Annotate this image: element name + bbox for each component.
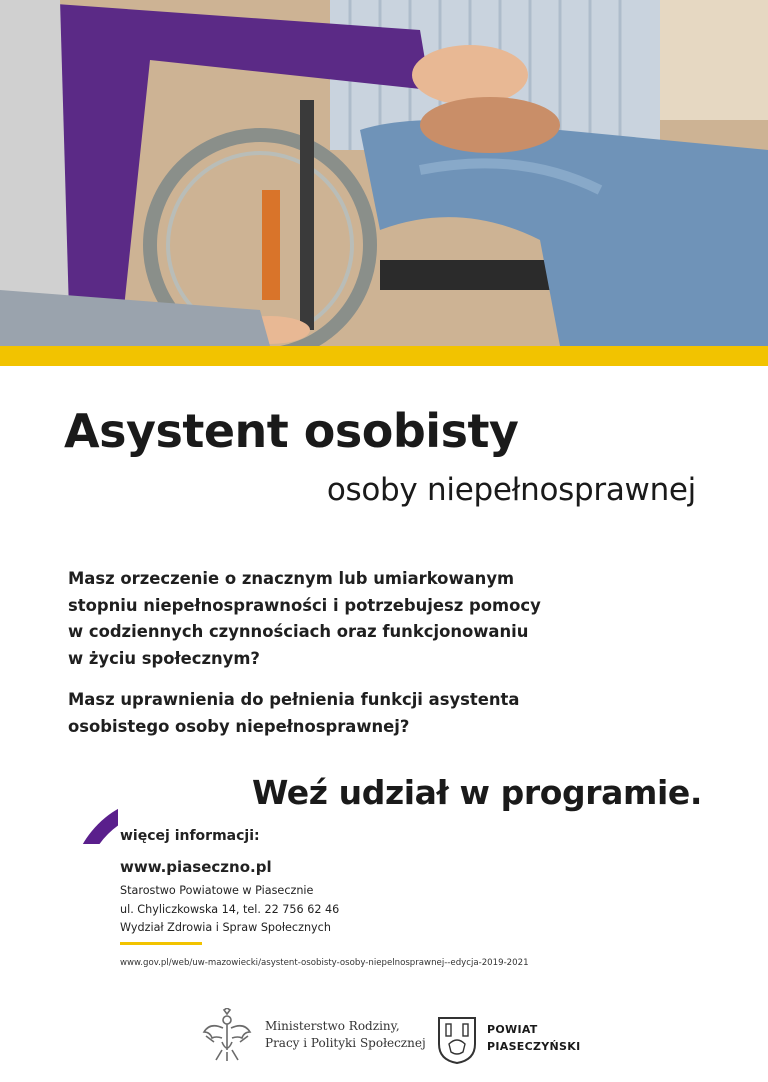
program-url-link[interactable]: www.gov.pl/web/uw-mazowiecki/asystent-osobisty-osoby-niepelnosprawnej--edycja-2019-2021 bbox=[120, 958, 529, 968]
info-address-phone: ul. Chyliczkowska 14, tel. 22 756 62 46 bbox=[120, 903, 340, 916]
ministry-line-2: Pracy i Polityki Społecznej bbox=[265, 1036, 426, 1050]
powiat-line-2: PIASECZYŃSKI bbox=[487, 1040, 581, 1053]
powiat-name bbox=[487, 1021, 580, 1055]
question-assistant: Masz uprawnienia do pełnienia funkcji asystenta osobistego osoby niepełnosprawnej? bbox=[68, 690, 520, 736]
info-divider bbox=[120, 942, 202, 945]
info-website-link[interactable]: www.piaseczno.pl bbox=[120, 858, 272, 876]
ministry-name bbox=[265, 1018, 426, 1052]
call-to-action: Weź udział w programie. bbox=[251, 773, 702, 812]
info-office-name: Starostwo Powiatowe w Piasecznie bbox=[120, 884, 314, 897]
polish-eagle-icon bbox=[202, 1008, 252, 1062]
wheelchair-photo-illustration bbox=[0, 0, 768, 346]
page-title: Asystent osobisty bbox=[64, 404, 519, 458]
info-label: więcej informacji: bbox=[120, 828, 260, 844]
page-subtitle: osoby niepełnosprawnej bbox=[326, 472, 696, 508]
decorative-arc bbox=[70, 796, 166, 892]
powiat-coat-of-arms-icon bbox=[437, 1016, 477, 1064]
hero-photo bbox=[0, 0, 768, 346]
powiat-line-1: POWIAT bbox=[487, 1023, 538, 1036]
question-eligibility: Masz orzeczenie o znacznym lub umiarkowanym stopniu niepełnosprawności i potrzebujesz pomocy w codziennych czynnościach oraz funkcjonowaniu w życiu społecznym? bbox=[68, 569, 541, 668]
ministry-line-1: Ministerstwo Rodziny, bbox=[265, 1019, 400, 1033]
info-department: Wydział Zdrowia i Spraw Społecznych bbox=[120, 921, 331, 934]
accent-bar bbox=[0, 346, 768, 366]
